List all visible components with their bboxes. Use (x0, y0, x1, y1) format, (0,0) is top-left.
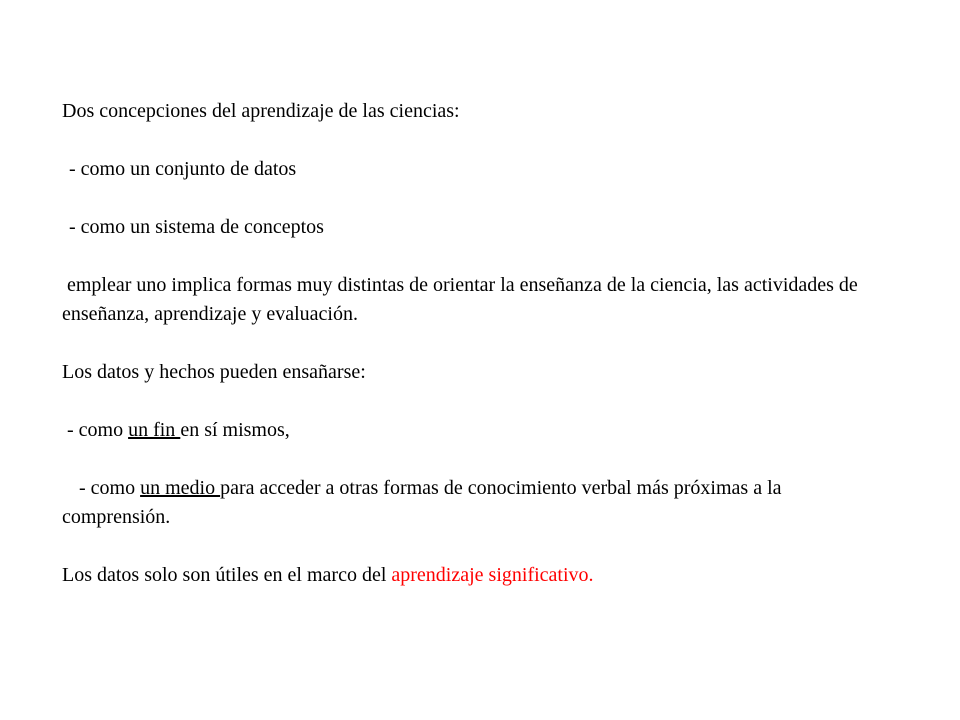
spacer (62, 184, 892, 213)
bullet-fin-underlined: un fin (128, 419, 181, 441)
implication-text: emplear uno implica formas muy distintas de orientar la enseñanza de la ciencia, las actividades de enseñanza, aprendizaje y evaluación. (62, 274, 858, 325)
bullet-fin-prefix: - como (67, 419, 129, 441)
spacer (62, 329, 892, 358)
heading-line: Dos concepciones del aprendizaje de las ciencias: (62, 100, 460, 122)
spacer (62, 387, 892, 416)
facts-intro-line: Los datos y hechos pueden ensañarse: (62, 361, 366, 383)
spacer (62, 242, 892, 271)
slide-text-body (62, 97, 892, 590)
bullet-medio (62, 474, 892, 532)
spacer (62, 126, 892, 155)
bullet-conceptos: - como un sistema de conceptos (69, 216, 324, 238)
bullet-datos: - como un conjunto de datos (69, 158, 297, 180)
implication-paragraph (62, 271, 892, 329)
bullet-medio-underlined: un medio (140, 477, 221, 499)
conclusion-line (62, 561, 892, 590)
bullet-fin-suffix: en sí mismos, (180, 419, 290, 441)
conclusion-highlight: aprendizaje significativo. (391, 564, 594, 586)
conclusion-prefix: Los datos solo son útiles en el marco del (62, 564, 392, 586)
bullet-medio-suffix: para acceder a otras formas de conocimiento verbal más próximas a la comprensión. (62, 477, 782, 528)
bullet-medio-prefix: - como (79, 477, 141, 499)
spacer (62, 445, 892, 474)
bullet-fin (62, 416, 892, 445)
spacer (62, 532, 892, 561)
